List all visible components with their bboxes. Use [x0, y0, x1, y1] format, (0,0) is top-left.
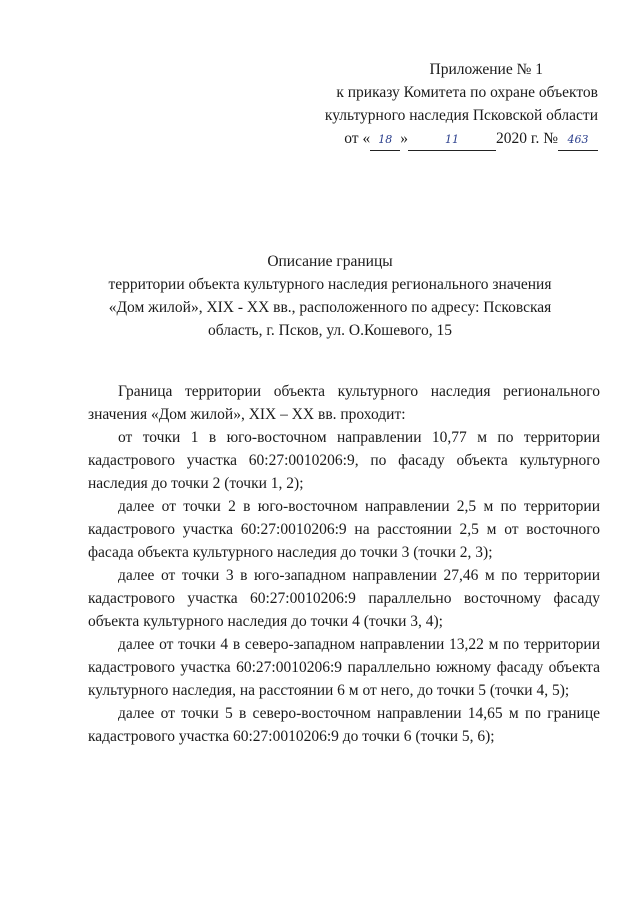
- paragraph-point-1: от точки 1 в юго-восточном направлении 10,77 м по территории кадастрового участка 60:27:0010206:9, по фасаду объекта культурного наследия до точки 2 (точки 1, 2);: [88, 429, 600, 492]
- handwritten-day: 18: [370, 133, 400, 151]
- document-title: [60, 250, 600, 342]
- order-reference: к приказу Комитета по охране объектов: [336, 84, 598, 101]
- paragraph-point-4: далее от точки 4 в северо-западном направлении 13,22 м по территории кадастрового участка 60:27:0010206:9 параллельно южному фасаду объекта культурного наследия, на расстоянии 6 м от него, до точки 5 (точки 4, 5);: [88, 636, 600, 699]
- paragraph-intro: Граница территории объекта культурного наследия регионального значения «Дом жилой», XIX – XX вв. проходит:: [88, 383, 600, 423]
- order-year: 2020 г. №: [495, 130, 558, 147]
- committee-name: культурного наследия Псковской области: [324, 107, 598, 124]
- paragraph-point-5: далее от точки 5 в северо-восточном направлении 14,65 м по границе кадастрового участка 60:27:0010206:9 до точки 6 (точки 5, 6);: [88, 705, 600, 745]
- handwritten-month: 11: [408, 133, 496, 151]
- paragraph-point-3: далее от точки 3 в юго-западном направлении 27,46 м по территории кадастрового участка 60:27:0010206:9 параллельно восточному фасаду объекта культурного наследия до точки 4 (точки 3, 4);: [88, 567, 600, 630]
- date-prefix: от «: [344, 130, 371, 147]
- appendix-number: Приложение № 1: [429, 61, 543, 78]
- title-line-4: область, г. Псков, ул. О.Кошевого, 15: [207, 322, 453, 339]
- date-mid: »: [400, 130, 408, 147]
- order-date-line: [298, 127, 598, 151]
- title-line-1: Описание границы: [267, 253, 393, 270]
- document-body: [88, 380, 600, 748]
- title-line-3: «Дом жилой», XIX - XX вв., расположенного по адресу: Псковская: [108, 299, 552, 316]
- paragraph-point-2: далее от точки 2 в юго-восточном направлении 2,5 м по территории кадастрового участка 60:27:0010206:9 на расстоянии 2,5 м от восточного фасада объекта культурного наследия до точки 3 (точки 2, 3);: [88, 498, 600, 561]
- handwritten-order-number: 463: [558, 133, 598, 151]
- title-line-2: территории объекта культурного наследия регионального значения: [108, 276, 552, 293]
- document-header: [298, 58, 598, 151]
